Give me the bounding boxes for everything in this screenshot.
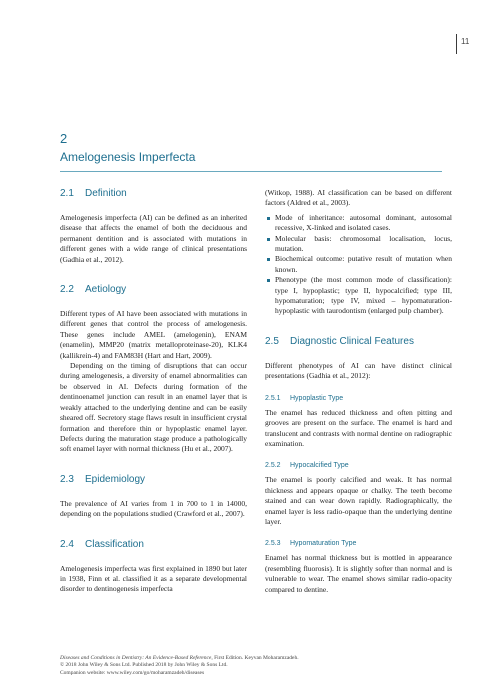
paragraph-hypomaturation: Enamel has normal thickness but is mottled in appearance (resembling fluorosis). It is slightly softer than normal and is vulnerable to wear. The enamel shows similar radio-opacity compared to dentine. [265,553,452,594]
subsection-number: 2.5.3 [265,540,281,548]
section-title: Classification [85,538,144,550]
right-column [265,188,452,595]
footer-line-website: Companion website: www.wiley.com/go/moharamzadeh/diseases [60,669,205,676]
section-heading-definition [60,188,247,199]
section-number: 2.5 [265,335,279,347]
page-number: 11 [461,37,470,46]
list-item: Mode of inheritance: autosomal dominant, autosomal recessive, X-linked and isolated cases. [275,212,452,233]
chapter-title: Amelogenesis Imperfecta [60,150,196,164]
section-number: 2.3 [60,473,74,485]
subsection-number: 2.5.1 [265,394,281,402]
paragraph-hypoplastic: The enamel has reduced thickness and often pitting and grooves are present on the surface. The enamel is hard and translucent and contrasts with normal dentine on radiographic examination. [265,407,452,448]
footer-line-copyright: © 2018 John Wiley & Sons Ltd. Published 2018 by John Wiley & Sons Ltd. [60,662,228,669]
subsection-number: 2.5.2 [265,462,281,470]
paragraph-aetiology-2: Depending on the timing of disruptions that can occur during amelogenesis, a diversity of enamel abnormalities can be observed in AI. Defects during formation of the dentinoenamel junction can result in an enamel layer that is weakly attached to the underlying dentine and can be easily sheared off. Secretory stage flaws result in insufficient crystal formation and therefore thin or hypoplastic enamel layer. Defects during the maturation stage produce a pathologically soft enamel layer with normal thickness (Hu et al., 2007). [60,361,247,454]
section-title: Epidemiology [85,473,146,485]
section-title: Definition [85,188,127,199]
subsection-title: Hypocalcified Type [290,462,349,470]
list-item: Molecular basis: chromosomal localisation, locus, mutation. [275,233,452,254]
classification-list [265,213,452,317]
section-title: Diagnostic Clinical Features [290,335,414,347]
paragraph-classification-continued: (Witkop, 1988). AI classification can be based on different factors (Aldred et al., 2003). [265,188,452,208]
left-column [60,188,247,595]
chapter-number: 2 [60,131,68,146]
list-item: Biochemical outcome: putative result of mutation when known. [275,254,452,274]
subsection-title: Hypomaturation Type [290,540,357,548]
book-title: Diseases and Conditions in Dentistry: An Evidence-Based Reference, [60,655,213,661]
list-item: Phenotype (the most common mode of classification): type I, hypoplastic; type II, hypocalcified; type III, hypomaturation; type IV, mixed – hypomaturation-hypoplastic with taurodontism (enlarged pulp chamber). [275,275,452,316]
subsection-heading-hypocalcified [265,462,452,469]
section-heading-epidemiology [60,474,247,485]
section-title: Aetiology [85,284,127,296]
page-number-rule [456,34,457,54]
paragraph-classification: Amelogenesis imperfecta was first explained in 1890 but later in 1938, Finn et al. classified it as a separate developmental disorder to dentinogenesis imperfecta [60,563,247,594]
section-number: 2.4 [60,538,74,550]
section-heading-classification [60,539,247,550]
paragraph-hypocalcified: The enamel is poorly calcified and weak. It has normal thickness and appears opaque or chalky. The teeth become stained and can wear down rapidly. Radiographically, the enamel layer is less radio-opaque than the underlying dentine layer. [265,475,452,526]
section-heading-aetiology [60,284,247,295]
chapter-divider [60,171,442,172]
section-number: 2.1 [60,188,74,199]
subsection-title: Hypoplastic Type [290,394,344,402]
paragraph-aetiology-1: Different types of AI have been associated with mutations in different genes that control the process of amelogenesis. These genes include AMEL (amelogenin), ENAM (enamelin), MMP20 (matrix metalloproteinase-20), KLK4 (kallikrein-4) and FAM83H (Hart and Hart, 2009). [60,309,247,360]
section-heading-diagnostic-features [265,336,452,347]
subsection-heading-hypomaturation [265,540,452,547]
section-number: 2.2 [60,284,74,296]
subsection-heading-hypoplastic [265,395,452,402]
copyright-footer [60,655,442,677]
paragraph-diagnostic-features: Different phenotypes of AI can have distinct clinical presentations (Gadhia et al., 2012): [265,360,452,381]
paragraph-definition: Amelogenesis imperfecta (AI) can be defined as an inherited disease that affects the enamel of both the deciduous and permanent dentition and is associated with mutations in different genes with a wide range of clinical presentations (Gadhia et al., 2012). [60,213,247,264]
book-edition-author: First Edition. Keyvan Moharamzadeh. [212,655,299,661]
paragraph-epidemiology: The prevalence of AI varies from 1 in 700 to 1 in 14000, depending on the populations studied (Crawford et al., 2007). [60,498,247,519]
